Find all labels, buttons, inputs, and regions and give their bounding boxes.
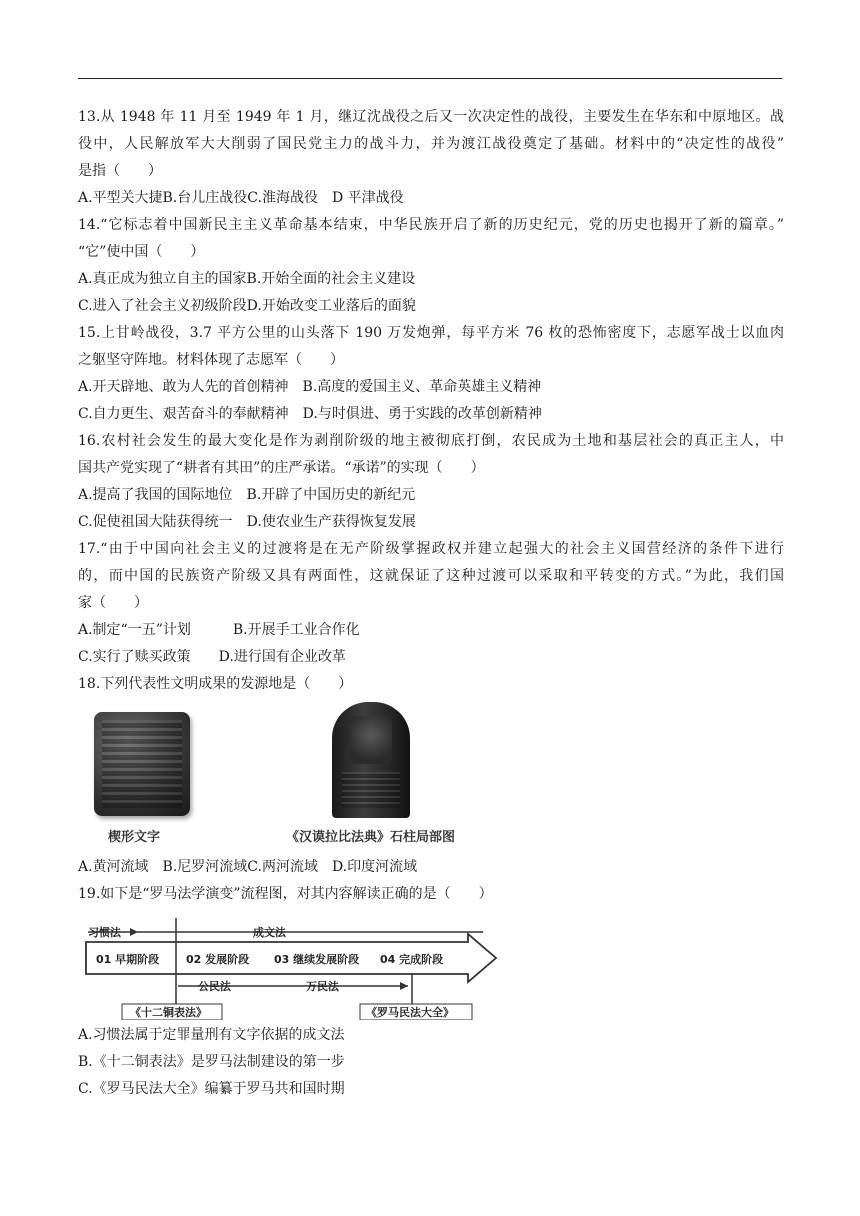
answer-options: A.开天辟地、敢为人先的首创精神 B.高度的爱国主义、革命英雄主义精神 [78,379,542,395]
question-stem-line: 19.如下是“罗马法学演变”流程图，对其内容解读正确的是（ ） [78,886,493,902]
question-stem-line: 18.下列代表性文明成果的发源地是（ ） [78,676,353,692]
question-stem-line: 之躯坚守阵地。材料体现了志愿军（ ） [78,352,344,368]
question-stem-line: 14.“它标志着中国新民主主义革命基本结束，中华民族开启了新的历史纪元，党的历史也揭开了新的篇章。” [78,217,784,233]
habit-law-arrowhead [130,928,138,936]
answer-options: C.促使祖国大陆获得统一 D.使农业生产获得恢复发展 [78,514,416,530]
exam-content [78,104,784,1103]
answer-options: A.提高了我国的国际地位 B.开辟了中国历史的新纪元 [78,487,416,503]
header-rule [78,78,782,79]
figure-caption-left: 楔形文字 [108,830,161,845]
written-law-label: 成文法 [253,926,286,939]
figure-caption-right: 《汉谟拉比法典》石柱局部图 [286,830,456,845]
civil-law-label: 公民法 [198,980,231,993]
question-19 [78,881,784,1103]
law-of-nations-label: 万民法 [306,980,339,993]
answer-options: C.实行了赎买政策 D.进行国有企业改革 [78,649,346,665]
question-stem-line: 的，而中国的民族资产阶级又具有两面性，这就保证了这种过渡可以采取和平转变的方式。”为此，我们国 [78,568,784,584]
stage-label: 04 完成阶段 [380,953,444,966]
question-18 [78,671,784,881]
question-17 [78,536,784,671]
roman-law-flowchart [78,908,784,1022]
answer-option: C.《罗马民法大全》编纂于罗马共和国时期 [78,1081,345,1097]
question-13 [78,104,784,212]
cuneiform-tablet-image [94,712,190,816]
answer-options: C.自力更生、艰苦奋斗的奉献精神 D.与时俱进、勇于实践的改革创新精神 [78,406,542,422]
answer-options: A.真正成为独立自主的国家B.开始全面的社会主义建设 [78,271,416,287]
question-16 [78,428,784,536]
question-stem-line: 16.农村社会发生的最大变化是作为剥削阶级的地主被彻底打倒，农民成为土地和基层社会的真正主人，中 [78,433,784,449]
answer-option: B.《十二铜表法》是罗马法制建设的第一步 [78,1054,345,1070]
law-arrowhead [400,982,408,990]
question-stem-line: 役中，人民解放军大大削弱了国民党主力的战斗力，并为渡江战役奠定了基础。材料中的“决定性的战役” [78,136,784,152]
twelve-tables-label: 《十二铜表法》 [130,1006,207,1019]
artifact-figure [78,702,784,852]
question-stem-line: “它”使中国（ ） [78,244,205,260]
question-stem-line: 是指（ ） [78,163,162,179]
answer-options: A.制定“一五”计划 B.开展手工业合作化 [78,622,360,638]
habit-law-label: 习惯法 [88,926,121,939]
question-stem-line: 国共产党实现了“耕者有其田”的庄严承诺。“承诺”的实现（ ） [78,460,485,476]
question-stem-line: 15.上甘岭战役，3.7 平方公里的山头落下 190 万发炮弹，每平方米 76 枚的恐怖密度下，志愿军战士以血肉 [78,325,784,341]
corpus-label: 《罗马民法大全》 [366,1006,454,1019]
question-stem-line: 13.从 1948 年 11 月至 1949 年 1 月，继辽沈战役之后又一次决定性的战役，主要发生在华东和中原地区。战 [78,109,784,125]
question-stem-line: 17.“由于中国向社会主义的过渡将是在无产阶级掌握政权并建立起强大的社会主义国营经济的条件下进行 [78,541,784,557]
stage-label: 01 早期阶段 [96,953,160,966]
stage-label: 03 继续发展阶段 [274,953,360,966]
answer-options: C.进入了社会主义初级阶段D.开始改变工业落后的面貌 [78,298,416,314]
question-15 [78,320,784,428]
answer-options: A.黄河流域 B.尼罗河流域C.两河流域 D.印度河流域 [78,859,418,875]
hammurabi-stele-image [332,702,410,818]
answer-options: A.平型关大捷B.台儿庄战役C.淮海战役 D 平津战役 [78,190,404,206]
stage-label: 02 发展阶段 [186,953,250,966]
flowchart-svg [78,908,498,1020]
question-stem-line: 家（ ） [78,595,148,611]
answer-option: A.习惯法属于定罪量刑有文字依据的成文法 [78,1027,345,1043]
question-14 [78,212,784,320]
